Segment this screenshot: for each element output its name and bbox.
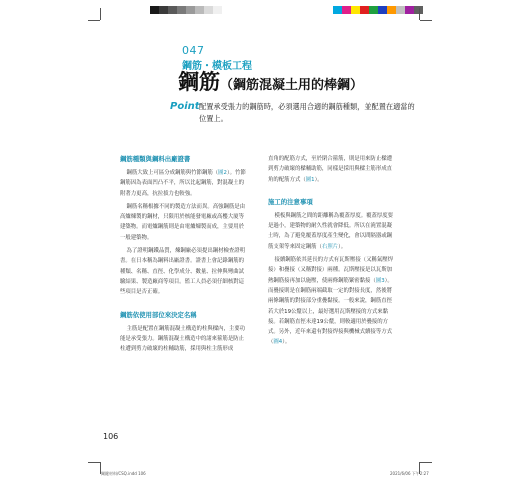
registration-bar-right (333, 6, 423, 14)
page-number: 106 (103, 432, 119, 441)
paragraph: 接續鋼筋依其延長的方式有瓦斯壓接（又稱氣壓焊接）和疊接（又稱對接）兩種。瓦斯壓接是以瓦斯加熱鋼筋接再加以施壓，使兩條鋼筋緊密黏接（圖3）。而疊接則是在鋼筋兩端截取一定的對接長度，然後將兩條鋼筋的對接部分重疊黏接。一般來說，鋼筋直徑若大於19公釐以上，最好選用瓦斯壓接的方式來黏接。若鋼筋直徑未達19公釐，則較適用於疊接的方式。另外，近年來還有對接焊接與機械式續接等方式（圖4）。 (268, 257, 394, 346)
paragraph: 為了證明鋼鐵品質，煉鋼廠必須提出鋼材檢查證明書。在日本稱為鋼料出廠證書。證書上會記錄鋼筋的種類、名稱、直徑、化學成分、數量、拉伸與彎曲試驗結果、製造廠商等項目。監工人員必須仔細核對這些項目是否正確。 (120, 248, 246, 296)
figure-ref[interactable]: 圖3 (375, 277, 385, 284)
registration-bar-left (150, 6, 222, 14)
page-title (178, 66, 363, 96)
paragraph: 鋼筋名稱根據不同的製造方法而異。高強鋼筋是由高爐煉製的鋼材，只限用於核能發電廠或高樓大廈等建築物。而電爐鋼筋則是由電爐煉製而成，主要用於一般建築物。 (120, 203, 246, 241)
section-number: 047 (182, 44, 205, 57)
page-title-paren: （鋼筋混凝土用的棒鋼） (220, 78, 364, 93)
paragraph: 直角的配筋方式，至於閉合箍筋，則是用來防止樑遭到剪力破壞的樑輔助筋，同樣是採用與樑主筋形成直角的配筋方式（圖1）。 (268, 156, 392, 183)
footer-timestamp: 2021/6/06 下午2:27 (390, 471, 429, 476)
crop-mark (88, 20, 100, 21)
crop-mark (100, 8, 101, 20)
left-column (120, 154, 249, 357)
crop-mark (88, 462, 100, 463)
figure-ref[interactable]: 圖4 (273, 339, 283, 346)
right-column (268, 154, 397, 351)
paragraph: 模板與鋼筋之間的距離稱為覆蓋厚度。覆蓋厚度要是過小，建築物的耐久性就會降低。所以在澆置混凝土時，為了避免覆蓋厚度產生變化，會以間隔器或鋼筋支架等來固定鋼筋（右照片）。 (268, 212, 394, 250)
heading-rebar-naming: 鋼筋依使用部位來決定名稱 (120, 310, 197, 319)
photo-ref[interactable]: 右照片 (321, 243, 339, 250)
point-text: 配置承受張力的鋼筋時，必須選用合適的鋼筋種類，並配置在適當的位置上。 (199, 102, 415, 123)
section-subtitle: 鋼筋・模板工程 (182, 61, 252, 72)
point-label: Point (170, 101, 200, 112)
paragraph: 鋼筋大致上可區分成鋼筋與竹節鋼筋（圖2）。竹節鋼筋因為表面凹凸不平，所以比起鋼筋，對混凝土的附著力更高，抗拉拔力也較強。 (120, 170, 246, 197)
figure-ref[interactable]: 圖1 (305, 176, 315, 183)
figure-ref[interactable]: 圖2 (218, 170, 227, 176)
crop-mark (420, 462, 432, 463)
paragraph: 主筋是配置在鋼筋混凝土構造的柱與樑內，主要功能是承受張力。鋼筋混凝土構造中的諸來箍筋是防止柱遭到剪力破壞的柱輔助筋，採用與柱主筋形成 (120, 325, 246, 353)
page-title-main: 鋼筋 (178, 70, 220, 94)
crop-mark (419, 8, 420, 20)
heading-construction-notes: 施工的注意事項 (268, 197, 313, 206)
footer-file-info: 關鍵材料/CSQ.indd 106 (101, 471, 146, 476)
heading-rebar-types: 鋼筋種類與鋼料出廠證書 (120, 155, 191, 163)
crop-mark (420, 20, 432, 21)
